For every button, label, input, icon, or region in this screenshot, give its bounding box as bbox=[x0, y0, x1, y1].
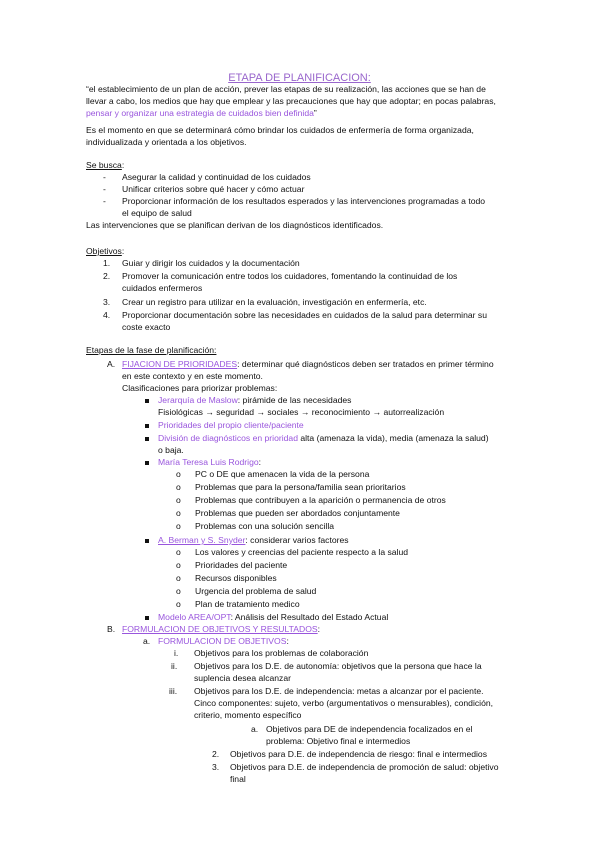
circle-bullet-icon: o bbox=[176, 521, 181, 531]
formulacion-objetivos-heading bbox=[158, 636, 289, 647]
propio-cliente: Prioridades del propio cliente/paciente bbox=[158, 420, 304, 430]
quote-highlight: pensar y organizar una estrategia de cuidados bien definida bbox=[86, 108, 314, 118]
formulacion-objetivos-label: FORMULACION DE OBJETIVOS bbox=[158, 636, 287, 646]
square-bullet-icon bbox=[145, 420, 149, 431]
quote-line-2: llevar a cabo, los medios que hay que emplear y las precauciones que hay que adoptar; en pocas palabras, bbox=[86, 96, 496, 106]
se-busca-item-1: Asegurar la calidad y continuidad de los cuidados bbox=[122, 172, 311, 182]
maslow-line-1 bbox=[158, 395, 351, 406]
objetivo-num-2: 2. bbox=[103, 271, 111, 281]
circle-bullet-icon: o bbox=[176, 495, 181, 505]
objetivo-item-3: Crear un registro para utilizar en la evaluación, investigación en enfermería, etc. bbox=[122, 297, 427, 307]
rodrigo-item-5: Problemas con una solución sencilla bbox=[195, 521, 335, 531]
etapa-a-line-3: Clasificaciones para priorizar problemas: bbox=[122, 383, 278, 393]
etapa-a-letter: A. bbox=[107, 359, 116, 369]
etapa-a-line-2: en este contexto y en este momento. bbox=[122, 371, 263, 381]
sub-a-line-2: problema: Objetivo final e intermedios bbox=[266, 736, 411, 746]
etapa-a-line-1 bbox=[122, 359, 494, 370]
circle-bullet-icon: o bbox=[176, 599, 181, 609]
rodrigo-heading bbox=[158, 457, 261, 468]
num-item-3: Objetivos para D.E. de independencia de promoción de salud: objetivo bbox=[230, 762, 499, 772]
rodrigo-item-2: Problemas que para la persona/familia sean prioritarios bbox=[195, 482, 406, 492]
dash-2: - bbox=[103, 184, 106, 194]
objetivo-item-2-cont: cuidados enfermeros bbox=[122, 283, 203, 293]
roman-num-1: i. bbox=[174, 648, 179, 658]
square-bullet-icon bbox=[145, 535, 149, 546]
dash-1: - bbox=[103, 172, 106, 182]
intro-line-1: Es el momento en que se determinará cómo brindar los cuidados de enfermería de forma organizada, bbox=[86, 125, 474, 135]
roman-item-2-cont: suplencia desea alcanzar bbox=[194, 673, 291, 683]
se-busca-after: Las intervenciones que se planifican derivan de los diagnósticos identificados. bbox=[86, 220, 384, 230]
num-item-3-cont: final bbox=[230, 774, 246, 784]
rodrigo-colon: : bbox=[258, 457, 262, 467]
division-rest: alta (amenaza la vida), media (amenaza la salud) bbox=[297, 433, 489, 443]
objetivo-item-4-cont: coste exacto bbox=[122, 322, 171, 332]
se-busca-colon: : bbox=[121, 160, 125, 170]
roman-item-3: Objetivos para los D.E. de independencia: metas a alcanzar por el paciente. bbox=[194, 686, 484, 696]
se-busca-item-3-cont: el equipo de salud bbox=[122, 208, 192, 218]
berman-item-4: Urgencia del problema de salud bbox=[195, 586, 317, 596]
etapas-heading: Etapas de la fase de planificación: bbox=[86, 345, 217, 355]
quote-end: ” bbox=[313, 108, 317, 118]
objetivos-colon: : bbox=[121, 246, 125, 256]
square-bullet-icon bbox=[145, 395, 149, 406]
berman-rest: : considerar varios factores bbox=[245, 535, 349, 545]
circle-bullet-icon: o bbox=[176, 586, 181, 596]
berman-item-2: Prioridades del paciente bbox=[195, 560, 288, 570]
square-bullet-icon bbox=[145, 457, 149, 468]
num-item-2: Objetivos para D.E. de independencia de riesgo: final e intermedios bbox=[230, 749, 488, 759]
num-item-2-num: 2. bbox=[212, 749, 220, 759]
quote-line-1: “el establecimiento de un plan de acción, prever las etapas de su realización, las acciones que se han de bbox=[86, 84, 486, 94]
division-line-1 bbox=[158, 433, 489, 444]
formulacion-objetivos-colon: : bbox=[286, 636, 289, 646]
se-busca-label: Se busca bbox=[86, 160, 122, 170]
etapa-b-a-letter: a. bbox=[143, 636, 151, 646]
objetivo-item-4: Proporcionar documentación sobre las necesidades en cuidados de la salud para determinar su bbox=[122, 310, 487, 320]
circle-bullet-icon: o bbox=[176, 560, 181, 570]
objetivos-heading bbox=[86, 246, 124, 257]
se-busca-heading bbox=[86, 160, 124, 171]
roman-item-1: Objetivos para los problemas de colaboración bbox=[194, 648, 369, 658]
fijacion-prioridades-link: FIJACION DE PRIORIDADES bbox=[122, 359, 238, 369]
berman-label: A. Berman y S. Snyder bbox=[158, 535, 246, 545]
maslow-rest: : pirámide de las necesidades bbox=[237, 395, 352, 405]
maslow-label: Jerarquía de Maslow bbox=[158, 395, 238, 405]
rodrigo-label: María Teresa Luis Rodrigo bbox=[158, 457, 259, 467]
rodrigo-item-3: Problemas que contribuyen a la aparición o permanencia de otros bbox=[195, 495, 446, 505]
objetivos-label: Objetivos bbox=[86, 246, 122, 256]
circle-bullet-icon: o bbox=[176, 469, 181, 479]
dash-3: - bbox=[103, 196, 106, 206]
objetivo-num-4: 4. bbox=[103, 310, 111, 320]
rodrigo-item-1: PC o DE que amenacen la vida de la persona bbox=[195, 469, 370, 479]
etapa-b-colon: : bbox=[317, 624, 321, 634]
berman-item-1: Los valores y creencias del paciente respecto a la salud bbox=[195, 547, 409, 557]
berman-heading bbox=[158, 535, 349, 546]
rodrigo-item-4: Problemas que pueden ser abordados conjuntamente bbox=[195, 508, 400, 518]
etapa-a-rest: : determinar qué diagnósticos deben ser tratados en primer término bbox=[237, 359, 494, 369]
roman-item-2: Objetivos para los D.E. de autonomía: objetivos que la persona que hace la bbox=[194, 661, 482, 671]
square-bullet-icon bbox=[145, 433, 149, 444]
etapa-b-letter: B. bbox=[107, 624, 116, 634]
roman-item-3-cont-2: criterio, momento específico bbox=[194, 710, 302, 720]
roman-num-2: ii. bbox=[171, 661, 178, 671]
square-bullet-icon bbox=[145, 612, 149, 623]
berman-item-5: Plan de tratamiento medico bbox=[195, 599, 300, 609]
quote-line-3 bbox=[86, 108, 317, 119]
area-opt-label: Modelo AREA/OPT bbox=[158, 612, 231, 622]
area-opt-rest: : Análisis del Resultado del Estado Actual bbox=[230, 612, 389, 622]
page-title: ETAPA DE PLANIFICACION: bbox=[228, 72, 371, 84]
circle-bullet-icon: o bbox=[176, 482, 181, 492]
berman-item-3: Recursos disponibles bbox=[195, 573, 277, 583]
objetivo-item-1: Guiar y dirigir los cuidados y la documentación bbox=[122, 258, 300, 268]
se-busca-item-2: Unificar criterios sobre qué hacer y cómo actuar bbox=[122, 184, 305, 194]
roman-num-3: iii. bbox=[169, 686, 178, 696]
area-opt-line bbox=[158, 612, 388, 623]
sub-a-line-1: Objetivos para DE de independencia focalizados en el bbox=[266, 724, 473, 734]
objetivo-num-3: 3. bbox=[103, 297, 111, 307]
circle-bullet-icon: o bbox=[176, 573, 181, 583]
circle-bullet-icon: o bbox=[176, 547, 181, 557]
objetivo-item-2: Promover la comunicación entre todos los cuidadores, fomentando la continuidad de los bbox=[122, 271, 458, 281]
sub-a-letter: a. bbox=[251, 724, 259, 734]
maslow-line-2: Fisiológicas → seguridad → sociales → reconocimiento → autorrealización bbox=[158, 407, 445, 417]
formulacion-objetivos-resultados-link: FORMULACION DE OBJETIVOS Y RESULTADOS bbox=[122, 624, 318, 634]
circle-bullet-icon: o bbox=[176, 508, 181, 518]
roman-item-3-cont-1: Cinco componentes: sujeto, verbo (argumentativos o mensurables), condición, bbox=[194, 698, 494, 708]
num-item-3-num: 3. bbox=[212, 762, 220, 772]
division-label: División de diagnósticos en prioridad bbox=[158, 433, 298, 443]
division-line-2: o baja. bbox=[158, 445, 184, 455]
objetivo-num-1: 1. bbox=[103, 258, 111, 268]
etapa-b-heading bbox=[122, 624, 320, 635]
intro-line-2: individualizada y orientada a los objetivos. bbox=[86, 137, 247, 147]
se-busca-item-3: Proporcionar información de los resultados esperados y las intervenciones programadas a todo bbox=[122, 196, 486, 206]
